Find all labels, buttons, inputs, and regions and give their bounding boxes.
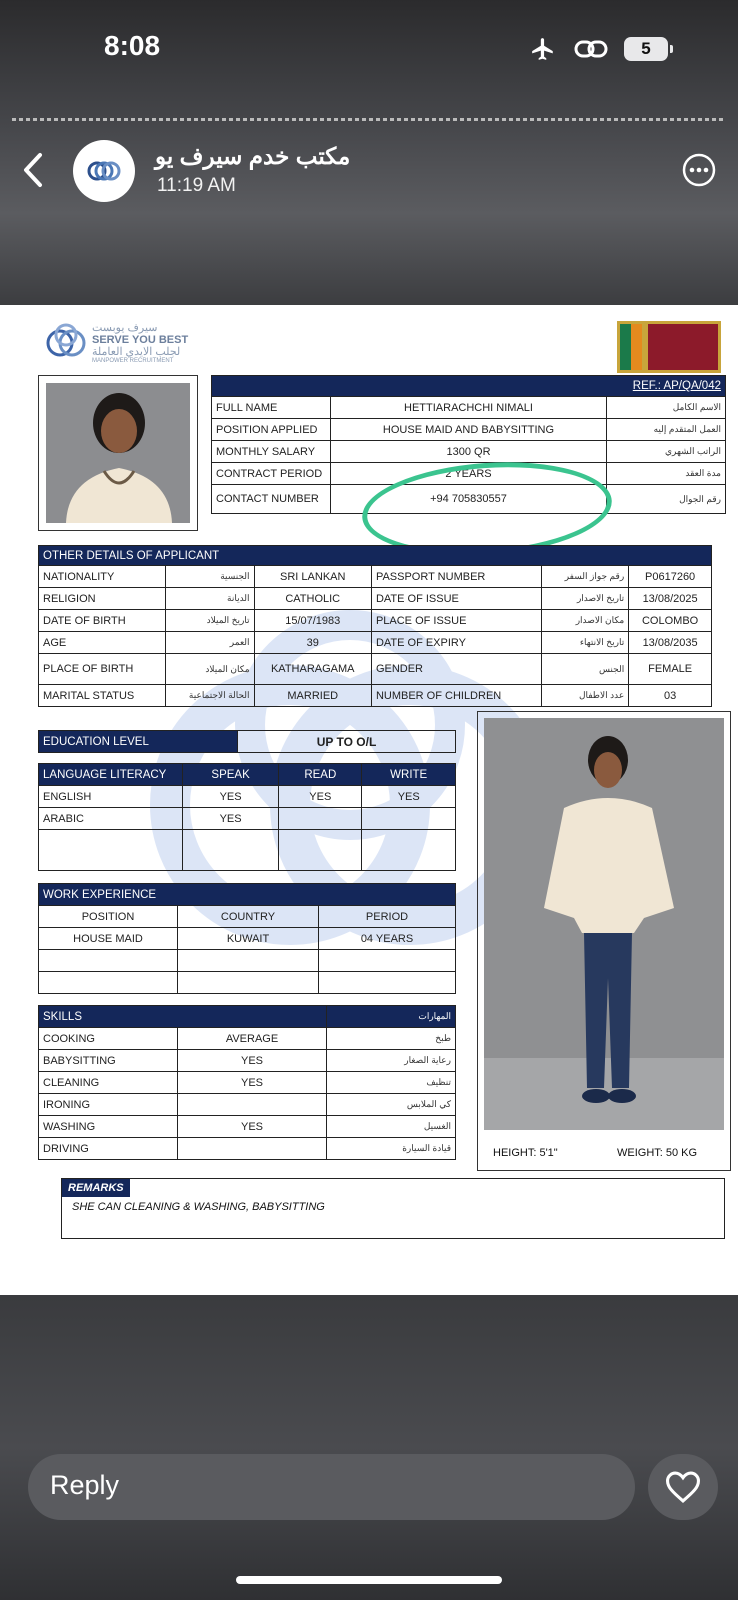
skills-table: SKILLS المهارات COOKING AVERAGE طبخ BABYSITTING YES رعاية الصغار CLEANING YES تنظيف IRONING كي الملابس WASHING YES الغسيل DRIVING قيادة السيارة <box>38 1005 456 1160</box>
airplane-icon <box>528 36 558 62</box>
link-icon <box>574 38 608 60</box>
table-row: DATE OF BIRTH تاريخ الميلاد 15/07/1983 PLACE OF ISSUE مكان الاصدار COLOMBO <box>39 610 712 632</box>
sender-name: مكتب خدم سيرف يو <box>155 143 351 169</box>
table-row: HOUSE MAID KUWAIT 04 YEARS <box>39 928 456 950</box>
logo-arabic: سيرف يوبست <box>92 321 158 334</box>
work-experience-table: WORK EXPERIENCE POSITION COUNTRY PERIOD HOUSE MAID KUWAIT 04 YEARS <box>38 883 456 994</box>
table-row: POSITION APPLIED HOUSE MAID AND BABYSITTING العمل المتقدم إليه <box>212 419 726 441</box>
logo-tagline: MANPOWER RECRUITMENT <box>92 357 174 364</box>
table-row: PLACE OF BIRTH مكان الميلاد KATHARAGAMA GENDER الجنس FEMALE <box>39 654 712 685</box>
skills-header: SKILLS <box>39 1006 327 1028</box>
applicant-portrait-photo <box>38 375 198 531</box>
table-row: CONTRACT PERIOD 2 YEARS مدة العقد <box>212 463 726 485</box>
heart-icon <box>664 1470 702 1504</box>
sri-lanka-flag <box>617 321 721 373</box>
battery-icon: 5 <box>624 37 668 61</box>
table-row: FULL NAME HETTIARACHCHI NIMALI الاسم الكامل <box>212 397 726 419</box>
table-row <box>39 950 456 972</box>
reply-input[interactable]: Reply <box>28 1454 635 1520</box>
logo-rings-icon <box>44 321 88 365</box>
education-value: UP TO O/L <box>238 731 456 753</box>
back-chevron-icon[interactable] <box>20 152 46 188</box>
sender-avatar[interactable] <box>73 140 135 202</box>
table-row: CLEANING YES تنظيف <box>39 1072 456 1094</box>
language-table: LANGUAGE LITERACY SPEAK READ WRITE ENGLISH YES YES YES ARABIC YES <box>38 763 456 871</box>
table-row: ENGLISH YES YES YES <box>39 786 456 808</box>
more-options-icon[interactable] <box>682 153 716 187</box>
applicant-full-photo <box>477 711 731 1171</box>
other-details-header: OTHER DETAILS OF APPLICANT <box>39 546 712 566</box>
table-row: RELIGION الديانة CATHOLIC DATE OF ISSUE تاريخ الاصدار 13/08/2025 <box>39 588 712 610</box>
table-row: COOKING AVERAGE طبخ <box>39 1028 456 1050</box>
table-row: IRONING كي الملابس <box>39 1094 456 1116</box>
remarks-label: REMARKS <box>62 1179 130 1197</box>
table-row: AGE العمر 39 DATE OF EXPIRY تاريخ الانتهاء 13/08/2035 <box>39 632 712 654</box>
table-row: BABYSITTING YES رعاية الصغار <box>39 1050 456 1072</box>
remarks-text: SHE CAN CLEANING & WASHING, BABYSITTING <box>72 1201 325 1213</box>
story-timestamp: 11:19 AM <box>157 175 236 196</box>
logo-english: SERVE YOU BEST <box>92 333 189 346</box>
status-time: 8:08 <box>104 30 161 61</box>
table-row: NATIONALITY الجنسية SRI LANKAN PASSPORT NUMBER رقم جواز السفر P0617260 <box>39 566 712 588</box>
other-details-table <box>38 545 712 707</box>
table-row: CONTACT NUMBER +94 705830557 رقم الجوال <box>212 485 726 514</box>
full-body-figure <box>484 718 724 1130</box>
company-logo <box>44 321 188 365</box>
like-button[interactable] <box>648 1454 718 1520</box>
status-icons <box>528 36 668 62</box>
serve-you-best-logo-icon <box>84 156 124 186</box>
story-progress-bar <box>12 118 726 121</box>
table-row <box>39 972 456 994</box>
story-background-bottom <box>0 1295 738 1600</box>
table-row: DRIVING قيادة السيارة <box>39 1138 456 1160</box>
work-experience-header: WORK EXPERIENCE <box>39 884 456 906</box>
logo-arabic-sub: لجلب الايدي العاملة <box>92 345 181 358</box>
weight-measurement: WEIGHT: 50 KG <box>617 1147 698 1159</box>
education-table <box>38 730 456 753</box>
table-row: ARABIC YES <box>39 808 456 830</box>
reference-number: REF.: AP/QA/042 <box>632 380 721 392</box>
home-indicator[interactable] <box>236 1576 502 1584</box>
portrait-figure <box>46 383 190 523</box>
table-row: WASHING YES الغسيل <box>39 1116 456 1138</box>
education-label: EDUCATION LEVEL <box>39 731 238 753</box>
table-row: MARITAL STATUS الحالة الاجتماعية MARRIED NUMBER OF CHILDREN عدد الاطفال 03 <box>39 685 712 707</box>
table-row <box>39 830 456 871</box>
height-measurement: HEIGHT: 5'1" <box>493 1147 558 1159</box>
remarks-box <box>61 1178 725 1239</box>
cv-document-image <box>0 305 738 1295</box>
table-row: MONTHLY SALARY 1300 QR الراتب الشهري <box>212 441 726 463</box>
